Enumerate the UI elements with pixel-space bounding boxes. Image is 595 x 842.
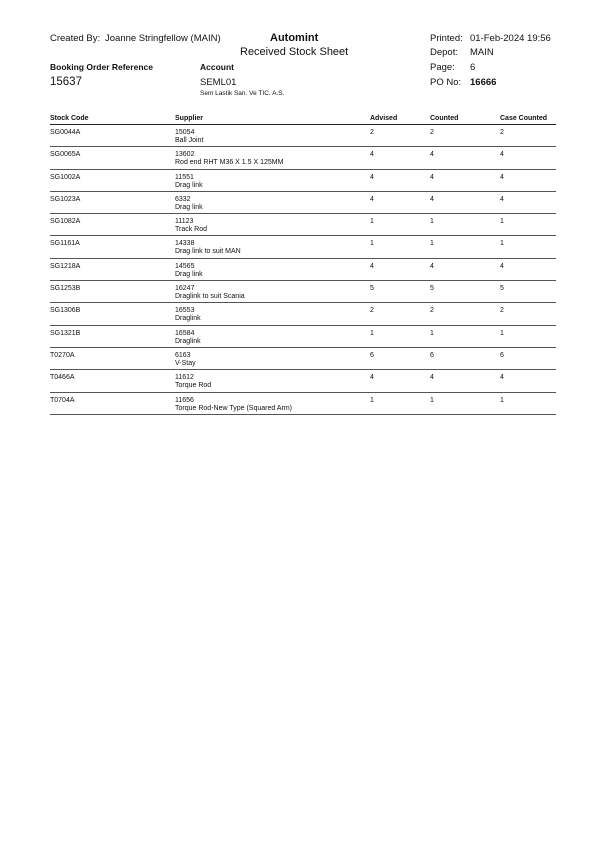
supplier-number: 11612 <box>175 374 194 382</box>
supplier-number: 11656 <box>175 396 194 404</box>
counted-qty: 1 <box>430 218 434 226</box>
created-by-value: Joanne Stringfellow (MAIN) <box>105 33 221 44</box>
item-description: Rod end RHT M36 X 1.5 X 125MM <box>175 159 284 167</box>
counted-qty: 4 <box>430 173 434 181</box>
advised-qty: 5 <box>370 285 374 293</box>
po-number: 16666 <box>470 77 497 88</box>
advised-qty: 1 <box>370 218 374 226</box>
item-description: Drag link <box>175 203 203 211</box>
po-label: PO No: <box>430 77 462 88</box>
advised-qty: 1 <box>370 396 374 404</box>
page-label: Page: <box>430 62 455 73</box>
case-counted-qty: 2 <box>500 307 504 315</box>
col-supplier: Supplier <box>175 115 204 122</box>
table-row <box>50 303 556 325</box>
stock-code: T0704A <box>50 396 75 404</box>
account-code: SEML01 <box>200 77 237 88</box>
stock-code: SG1321B <box>50 329 81 337</box>
counted-qty: 5 <box>430 285 434 293</box>
case-counted-qty: 4 <box>500 374 504 382</box>
supplier-number: 14338 <box>175 240 195 248</box>
counted-qty: 1 <box>430 240 434 248</box>
col-stock-code: Stock Code <box>50 115 89 122</box>
case-counted-qty: 1 <box>500 218 504 226</box>
stock-code: SG1253B <box>50 285 81 293</box>
printed-value: 01-Feb-2024 19:56 <box>470 33 551 44</box>
supplier-number: 11551 <box>175 173 194 181</box>
counted-qty: 4 <box>430 151 434 159</box>
item-description: Drag link <box>175 181 203 189</box>
stock-code: SG1002A <box>50 173 81 181</box>
table-row <box>50 326 556 348</box>
supplier-number: 16584 <box>175 329 195 337</box>
case-counted-qty: 6 <box>500 351 504 359</box>
supplier-number: 6163 <box>175 351 191 359</box>
item-description: Draglink <box>175 337 201 345</box>
case-counted-qty: 4 <box>500 151 504 159</box>
counted-qty: 4 <box>430 374 434 382</box>
supplier-number: 11123 <box>175 218 194 226</box>
table-row <box>50 236 556 258</box>
booking-ref-label: Booking Order Reference <box>50 62 153 72</box>
item-description: Torque Rod-New Type (Squared Arm) <box>175 404 292 412</box>
table-header <box>50 114 556 125</box>
advised-qty: 1 <box>370 240 374 248</box>
stock-code: SG1161A <box>50 240 80 248</box>
item-description: Drag link to suit MAN <box>175 248 241 256</box>
depot-label: Depot: <box>430 47 458 58</box>
case-counted-qty: 1 <box>500 329 504 337</box>
case-counted-qty: 2 <box>500 129 504 136</box>
supplier-number: 16247 <box>175 285 195 293</box>
counted-qty: 2 <box>430 307 434 315</box>
item-description: Ball Joint <box>175 137 204 144</box>
advised-qty: 4 <box>370 173 374 181</box>
advised-qty: 2 <box>370 129 374 136</box>
account-name: Sem Lastik San. Ve TIC. A.S. <box>200 90 285 97</box>
advised-qty: 1 <box>370 329 374 337</box>
case-counted-qty: 4 <box>500 173 504 181</box>
stock-code: SG0065A <box>50 151 81 159</box>
supplier-number: 15054 <box>175 129 195 136</box>
counted-qty: 1 <box>430 396 434 404</box>
created-by-label: Created By: <box>50 33 101 44</box>
case-counted-qty: 1 <box>500 240 504 248</box>
table-row <box>50 259 556 281</box>
item-description: V-Stay <box>175 359 196 367</box>
booking-ref-value: 15637 <box>50 76 82 88</box>
account-label: Account <box>200 62 234 72</box>
col-case-counted: Case Counted <box>500 115 548 122</box>
advised-qty: 6 <box>370 351 374 359</box>
supplier-number: 16553 <box>175 307 195 315</box>
counted-qty: 4 <box>430 262 434 270</box>
table-row <box>50 125 556 147</box>
table-row <box>50 192 556 214</box>
supplier-number: 13602 <box>175 151 195 159</box>
table-row <box>50 147 556 169</box>
col-counted: Counted <box>430 115 459 122</box>
company-name: Automint <box>270 32 319 44</box>
advised-qty: 2 <box>370 307 374 315</box>
table-body <box>50 125 556 415</box>
report-title: Received Stock Sheet <box>240 46 349 58</box>
stock-code: SG1082A <box>50 218 81 226</box>
case-counted-qty: 4 <box>500 195 504 203</box>
advised-qty: 4 <box>370 374 374 382</box>
table-row <box>50 281 556 303</box>
stock-code: SG1306B <box>50 307 81 315</box>
supplier-number: 6332 <box>175 195 191 203</box>
advised-qty: 4 <box>370 195 374 203</box>
case-counted-qty: 4 <box>500 262 504 270</box>
item-description: Track Rod <box>175 226 208 234</box>
counted-qty: 1 <box>430 329 434 337</box>
stock-table <box>50 114 556 415</box>
supplier-number: 14565 <box>175 262 195 270</box>
table-row <box>50 348 556 370</box>
item-description: Drag link <box>175 270 203 278</box>
item-description: Draglink to suit Scania <box>175 293 245 301</box>
advised-qty: 4 <box>370 151 374 159</box>
table-row <box>50 214 556 236</box>
counted-qty: 2 <box>430 129 434 136</box>
item-description: Torque Rod <box>175 382 212 390</box>
case-counted-qty: 1 <box>500 396 504 404</box>
page-number: 6 <box>470 62 476 73</box>
stock-code: SG0044A <box>50 129 81 136</box>
table-row <box>50 370 556 392</box>
depot-value: MAIN <box>470 47 494 58</box>
stock-code: SG1023A <box>50 195 81 203</box>
stock-code: T0270A <box>50 351 75 359</box>
printed-label: Printed: <box>430 33 463 44</box>
item-description: Draglink <box>175 315 201 323</box>
col-advised: Advised <box>370 115 398 122</box>
table-row <box>50 393 556 415</box>
counted-qty: 6 <box>430 351 434 359</box>
advised-qty: 4 <box>370 262 374 270</box>
table-row <box>50 170 556 192</box>
case-counted-qty: 5 <box>500 285 504 293</box>
counted-qty: 4 <box>430 195 434 203</box>
stock-code: SG1218A <box>50 262 81 270</box>
stock-code: T0466A <box>50 374 75 382</box>
